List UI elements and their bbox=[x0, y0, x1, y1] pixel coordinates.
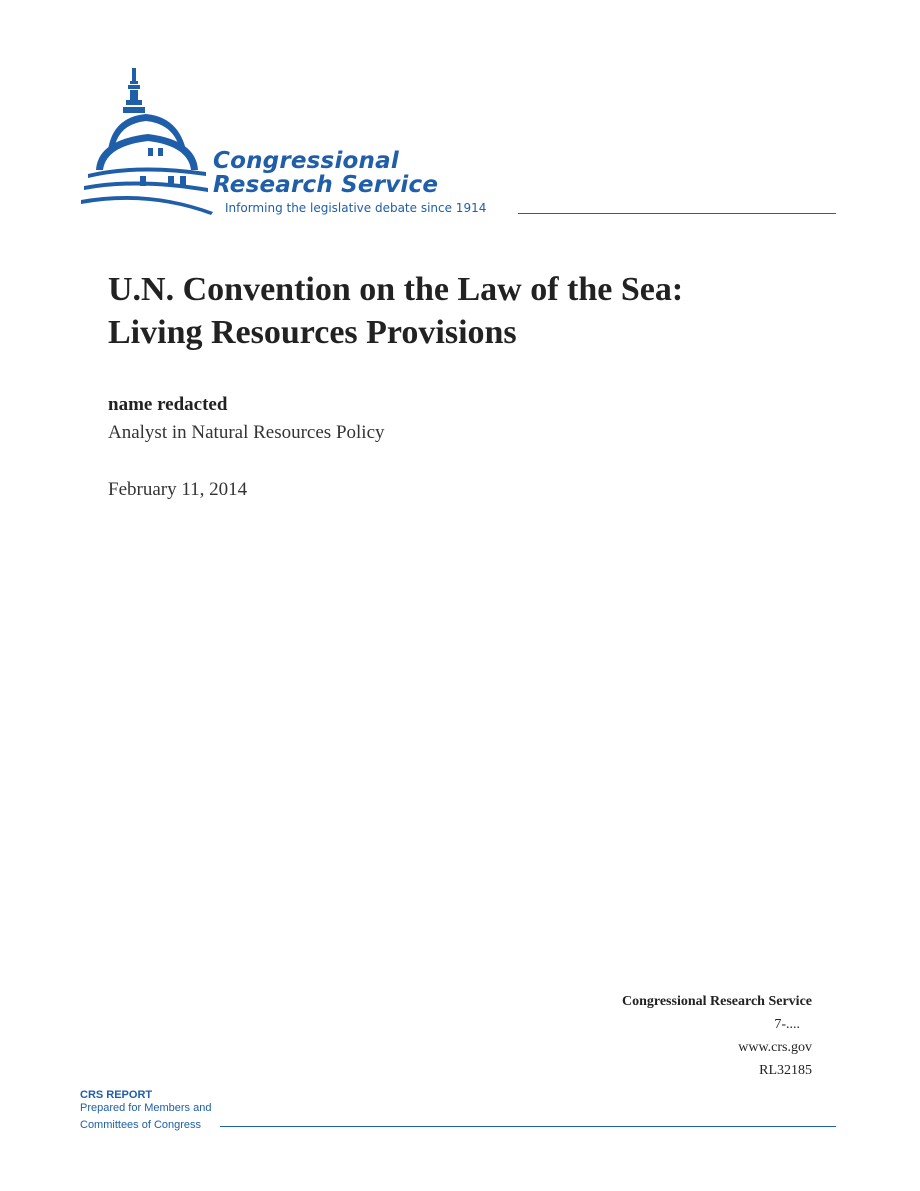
contact-phone: 7-.... bbox=[774, 1017, 800, 1032]
capitol-dome-icon bbox=[78, 62, 218, 222]
author-role: Analyst in Natural Resources Policy bbox=[108, 422, 385, 443]
author-name: name redacted bbox=[108, 394, 228, 415]
report-title-line1: U.N. Convention on the Law of the Sea: bbox=[108, 271, 684, 308]
logo-divider bbox=[518, 213, 836, 214]
contact-org: Congressional Research Service bbox=[621, 994, 812, 1009]
logo-name-line2: Research Service bbox=[213, 172, 439, 198]
footer-divider bbox=[220, 1126, 836, 1127]
report-date: February 11, 2014 bbox=[108, 479, 248, 500]
footer-line2: Prepared for Members and bbox=[80, 1102, 212, 1114]
report-title-line2: Living Resources Provisions bbox=[108, 314, 517, 351]
footer-line3: Committees of Congress bbox=[80, 1119, 205, 1132]
contact-website[interactable]: www.crs.gov bbox=[738, 1040, 812, 1055]
contact-block bbox=[622, 990, 812, 1082]
footer-label: CRS REPORT bbox=[80, 1089, 153, 1101]
report-number: RL32185 bbox=[759, 1063, 812, 1078]
footer bbox=[80, 1089, 836, 1133]
logo-name-line1: Congressional bbox=[213, 148, 399, 174]
logo-tagline: Informing the legislative debate since 1914 bbox=[225, 201, 491, 215]
report-title bbox=[108, 268, 683, 354]
crs-logo bbox=[78, 62, 838, 222]
